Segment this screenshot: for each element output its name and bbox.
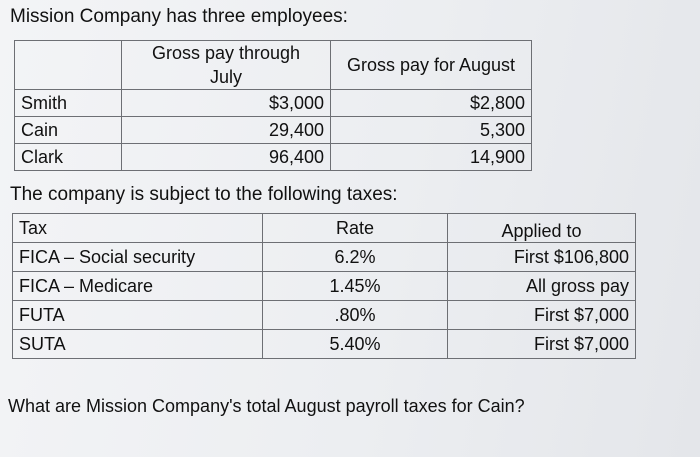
- header-gross-pay-july-line2: July: [209, 67, 242, 87]
- tax-name: FUTA: [13, 301, 263, 330]
- tax-rate: 6.2%: [263, 243, 448, 272]
- table-row: [13, 243, 636, 272]
- tax-applied-to: First $7,000: [448, 301, 636, 330]
- header-tax: Tax: [13, 214, 263, 243]
- tax-rate: 1.45%: [263, 272, 448, 301]
- header-gross-pay-july-line1: Gross pay through: [151, 43, 301, 63]
- employees-table: [14, 40, 532, 171]
- question-text: What are Mission Company's total August payroll taxes for Cain?: [8, 396, 525, 416]
- table-row: [15, 117, 532, 144]
- gross-pay-july: 29,400: [122, 117, 331, 144]
- employee-name: Clark: [15, 144, 122, 171]
- tax-name: FICA – Social security: [13, 243, 263, 272]
- gross-pay-july: $3,000: [122, 90, 331, 117]
- table-header-row: [13, 214, 636, 243]
- header-applied-to: Applied to: [448, 214, 636, 243]
- header-rate: Rate: [263, 214, 448, 243]
- tax-rate: 5.40%: [263, 330, 448, 359]
- table-row: [13, 272, 636, 301]
- header-empty-cell: [15, 41, 122, 90]
- table-row: [15, 90, 532, 117]
- header-gross-pay-august: Gross pay for August: [331, 41, 532, 90]
- employee-name: Smith: [15, 90, 122, 117]
- intro-text: Mission Company has three employees:: [10, 6, 348, 27]
- tax-name: SUTA: [13, 330, 263, 359]
- gross-pay-august: $2,800: [331, 90, 532, 117]
- table-row: [15, 144, 532, 171]
- gross-pay-august: 5,300: [331, 117, 532, 144]
- table-row: [13, 301, 636, 330]
- header-gross-pay-july: [122, 41, 331, 90]
- tax-name: FICA – Medicare: [13, 272, 263, 301]
- table-header-row: [15, 41, 532, 90]
- tax-table: [12, 213, 636, 359]
- tax-applied-to: First $7,000: [448, 330, 636, 359]
- tax-applied-to: First $106,800: [448, 243, 636, 272]
- employee-name: Cain: [15, 117, 122, 144]
- taxes-intro-text: The company is subject to the following taxes:: [10, 184, 398, 205]
- tax-applied-to: All gross pay: [448, 272, 636, 301]
- gross-pay-august: 14,900: [331, 144, 532, 171]
- gross-pay-july: 96,400: [122, 144, 331, 171]
- tax-rate: .80%: [263, 301, 448, 330]
- table-row: [13, 330, 636, 359]
